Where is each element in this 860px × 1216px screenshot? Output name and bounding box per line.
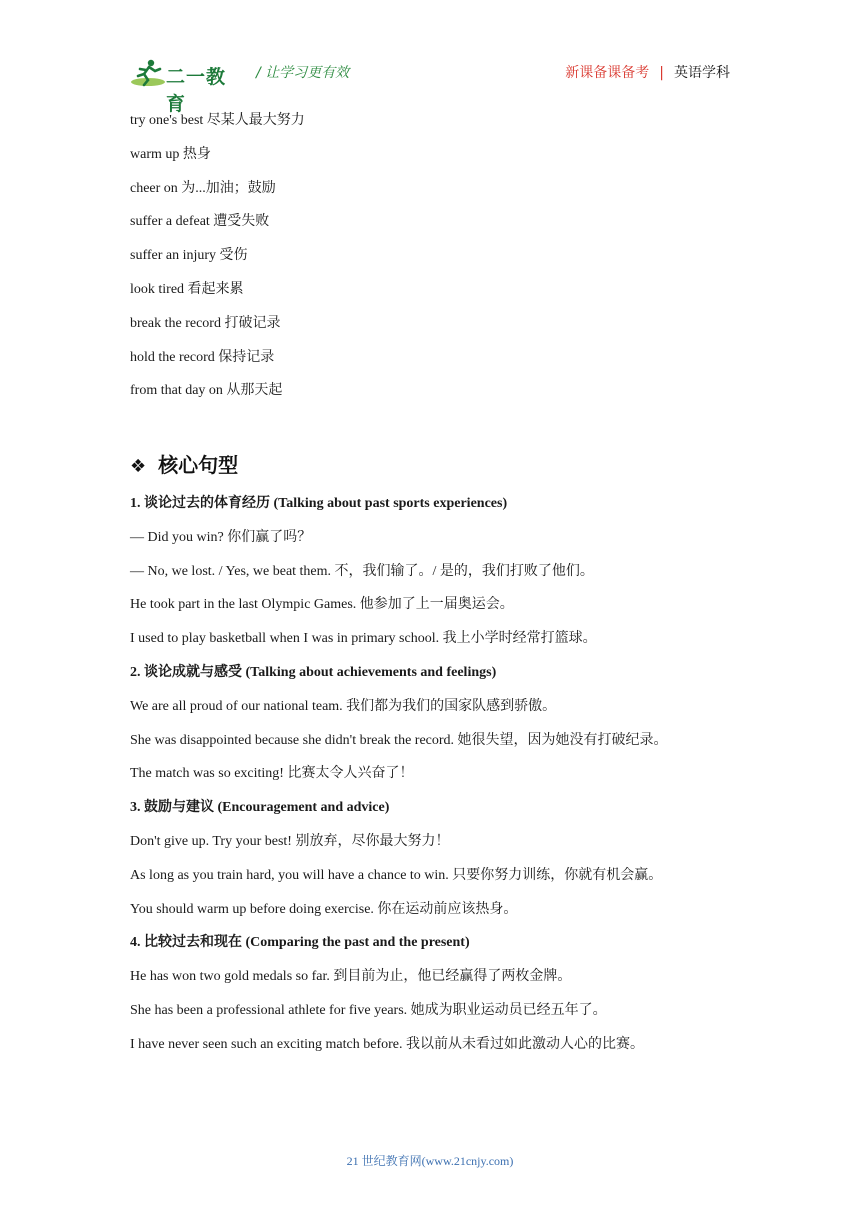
vocab-item: cheer on 为...加油；鼓励: [130, 180, 276, 196]
vocab-item: look tired 看起来累: [130, 281, 244, 297]
sentence-line: Don't give up. Try your best! 别放弃，尽你最大努力！: [130, 833, 450, 849]
section-heading: 4. 比较过去和现在 (Comparing the past and the present): [130, 935, 470, 951]
vocab-item: hold the record 保持记录: [130, 349, 275, 365]
vocab-item: from that day on 从那天起: [130, 383, 283, 399]
header-divider: |: [659, 65, 664, 81]
sentence-patterns: [130, 491, 750, 1066]
sentence-line: We are all proud of our national team. 我们都为我们的国家队感到骄傲。: [130, 698, 557, 714]
sentence-line: You should warm up before doing exercise. 你在运动前应该热身。: [130, 901, 518, 917]
vocab-list: [130, 108, 305, 412]
sentence-line: — Did you win? 你们赢了吗？: [130, 529, 312, 545]
sentence-line: He took part in the last Olympic Games. 他参加了上一届奥运会。: [130, 597, 514, 613]
runner-logo-icon: [130, 58, 166, 88]
sentence-line: — No, we lost. / Yes, we beat them. 不，我们输了。/ 是的，我们打败了他们。: [130, 563, 594, 579]
sentence-line: I have never seen such an exciting match before. 我以前从未看过如此激动人心的比赛。: [130, 1036, 644, 1052]
vocab-item: warm up 热身: [130, 146, 211, 162]
sentence-line: I used to play basketball when I was in primary school. 我上小学时经常打篮球。: [130, 631, 597, 647]
logo: [130, 58, 240, 115]
sentence-line: She was disappointed because she didn't break the record. 她很失望，因为她没有打破纪录。: [130, 732, 668, 748]
diamond-bullet-icon: ❖: [130, 456, 147, 477]
section-heading: 1. 谈论过去的体育经历 (Talking about past sports experiences): [130, 496, 508, 511]
vocab-item: suffer a defeat 遭受失败: [130, 214, 270, 230]
vocab-item: suffer an injury 受伤: [130, 248, 248, 264]
sentence-line: She has been a professional athlete for five years. 她成为职业运动员已经五年了。: [130, 1002, 607, 1018]
page-header: [130, 56, 730, 115]
page-footer: 21 世纪教育网(www.21cnjy.com): [346, 1154, 514, 1168]
vocab-item: try one's best 尽某人最大努力: [130, 113, 305, 128]
section-heading: 3. 鼓励与建议 (Encouragement and advice): [130, 800, 390, 816]
sentence-line: He has won two gold medals so far. 到目前为止，他已经赢得了两枚金牌。: [130, 969, 572, 985]
header-right: [565, 62, 730, 82]
slogan: / 让学习更有效: [256, 65, 350, 81]
section-title-text: 核心句型: [158, 453, 239, 477]
subject-label: 英语学科: [674, 65, 730, 81]
sentence-line: As long as you train hard, you will have a chance to win. 只要你努力训练，你就有机会赢。: [130, 867, 663, 883]
vocab-item: break the record 打破记录: [130, 315, 281, 331]
course-label: 新课备课备考: [565, 65, 650, 81]
section-title: [130, 449, 238, 478]
logo-text: 二一教育: [166, 67, 227, 115]
sentence-line: The match was so exciting! 比赛太令人兴奋了！: [130, 766, 414, 782]
section-heading: 2. 谈论成就与感受 (Talking about achievements and feelings): [130, 664, 497, 680]
